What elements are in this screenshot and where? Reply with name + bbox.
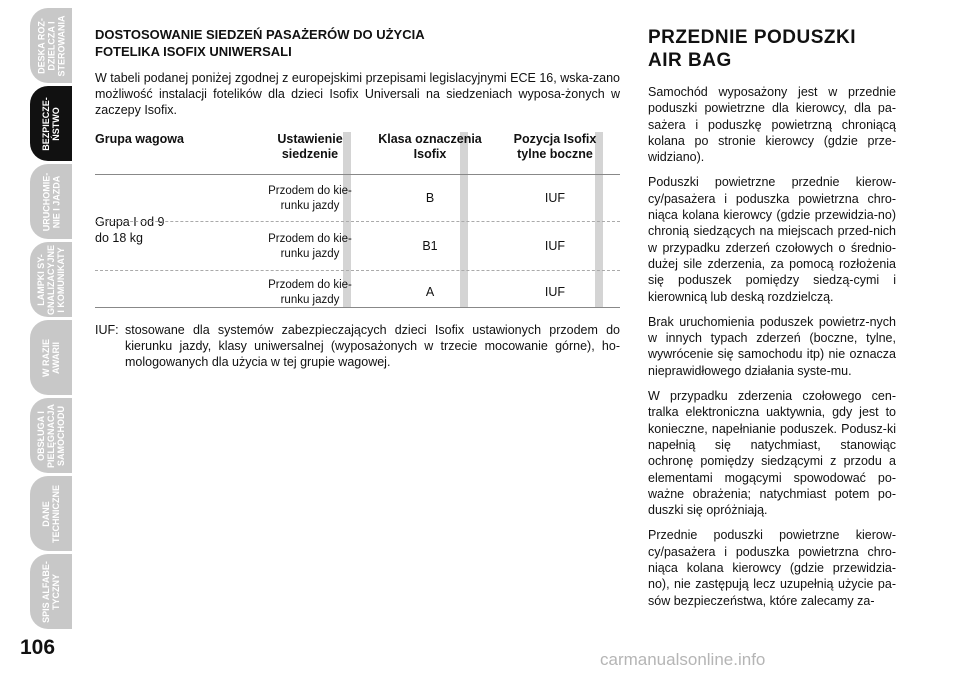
table-row-position: Przodem do kie- runku jazdy [268, 185, 352, 212]
tab-label: OBSŁUGA I PIELĘGNACJA SAMOCHODU [36, 403, 67, 468]
tab-label: URUCHOMIE- NIE I JAZDA [41, 172, 61, 231]
tab-w-razie-awarii[interactable] [30, 320, 72, 395]
table-row-isofix: IUF [544, 239, 566, 253]
tab-label: BEZPIECZE- ŃSTWO [41, 96, 62, 151]
tab-bezpieczenstwo[interactable] [30, 86, 72, 161]
isofix-title-line1: DOSTOSOWANIE SIEDZEŃ PASAŻERÓW DO UŻYCIA [95, 27, 425, 42]
iuf-note-key: IUF: [95, 323, 119, 337]
table-rule [95, 307, 620, 308]
airbag-title-line2: AIR BAG [648, 50, 732, 71]
table-row-position: Przodem do kie- runku jazdy [268, 279, 352, 306]
tab-dane-techniczne[interactable] [30, 476, 72, 551]
isofix-intro: W tabeli podanej poniżej zgodnej z europejskimi przepisami legislacyjnymi ECE 16, wska-zano możliwość instalacji fotelików dla dzieci Isofix Universali na siedzeniach wyposa-żonych w zaczepy Isofix. [95, 71, 620, 117]
tab-label: DESKA ROZ- DZIELCZA I STEROWANIA [36, 14, 67, 77]
tab-uruchomienie-i-jazda[interactable] [30, 164, 72, 239]
tab-label: W RAZIE AWARII [41, 338, 61, 377]
table-row-isofix: IUF [544, 285, 566, 299]
iuf-note-text: stosowane dla systemów zabezpieczających dzieci Isofix ustawionych przodem do kierunku jazdy, klasy uniwersalnej (wyposażonych w trzecie mocowanie górne), ho-mologowanych dla użycia w tej grupie wagowej. [125, 323, 620, 369]
section-tabs [0, 0, 72, 677]
tab-spis-alfabetyczny[interactable] [30, 554, 72, 629]
airbag-section [648, 26, 896, 618]
header-ustawienie-siedzenia: Ustawienie siedzenie [277, 132, 343, 161]
airbag-title [648, 26, 896, 72]
table-row-class: B [425, 191, 435, 205]
page-number: 106 [20, 636, 56, 659]
isofix-title-line2: FOTELIKA ISOFIX UNIWERSALI [95, 44, 292, 59]
header-pozycja-isofix: Pozycja Isofix tylne boczne [513, 132, 597, 161]
tab-deska-rozdzielcza[interactable] [30, 8, 72, 83]
table-row-isofix: IUF [544, 191, 566, 205]
airbag-paragraph: Poduszki powietrzne przednie kierow-cy/pasażera i poduszka powietrzna chro-niąca kolana kierowcy (gdzie przewidzia-no) chronią siedzących na miejscach przed-nich w przypadku zderzeń czołowych o średnio-dużej sile zderzenia, za pomocą rozłożenia się poduszek pomiędzy siedzą-cymi i kierownicą lub deską rozdzielczą. [648, 175, 896, 304]
isofix-section [95, 26, 620, 370]
airbag-paragraph: W przypadku zderzenia czołowego cen-tralka elektroniczna uaktywnia, gdy jest to konieczne, napełnianie poduszek. Podusz-ki napełnią się natychmiast, stanowiąc ochronę pomiędzy siedzącymi z przodu a elementami mogącymi spowodować po-ważne obrażenia; natychmiast potem po-duszki się opróżniają. [648, 389, 896, 518]
table-row-class: B1 [422, 239, 438, 253]
table-row-separator [95, 270, 620, 271]
airbag-title-line1: PRZEDNIE PODUSZKI [648, 27, 857, 48]
watermark: carmanualsonline.info [600, 650, 766, 669]
tab-label: LAMPKI SY- GNALIZACYJNE I KOMUNIKATY [36, 244, 67, 315]
table-row-position: Przodem do kie- runku jazdy [268, 233, 352, 260]
tab-label: SPIS ALFABE- TYCZNY [41, 560, 61, 623]
airbag-paragraph: Przednie poduszki powietrzne kierow-cy/pasażera i poduszka powietrzna chro-niąca kolana kierowcy (gdzie przewidzia-no), nie zastępują lecz uzupełnią użycie pa-sów bezpieczeństwa, które zalecamy za- [648, 528, 896, 608]
isofix-title [95, 26, 620, 60]
table-row-separator [95, 221, 620, 222]
tab-label: DANE TECHNICZNE [41, 484, 61, 543]
airbag-paragraph: Brak uruchomienia poduszek powietrz-nych w innych typach zderzeń (boczne, tylne, wywrócenie się samochodu itp) nie oznacza nieprawidłowego działania syste-mu. [648, 314, 896, 378]
table-group-label: Grupa I od 9 do 18 kg [95, 215, 165, 245]
header-grupa-wagowa: Grupa wagowa [95, 132, 184, 146]
table-row-class: A [425, 285, 435, 299]
isofix-table [95, 132, 620, 308]
header-klasa-isofix: Klasa oznaczenia Isofix [378, 132, 482, 161]
tab-obsluga-i-pielegnacja[interactable] [30, 398, 72, 473]
iuf-note [95, 322, 620, 370]
table-rule [95, 174, 620, 175]
airbag-paragraph: Samochód wyposażony jest w przednie poduszki powietrzne dla kierowcy, dla pa-sażera i poduszkę powietrzną chroniącą kolana po stronie kierowcy (gdzie prze-widziano). [648, 85, 896, 165]
tab-lampki-sygnalizacyjne[interactable] [30, 242, 72, 317]
